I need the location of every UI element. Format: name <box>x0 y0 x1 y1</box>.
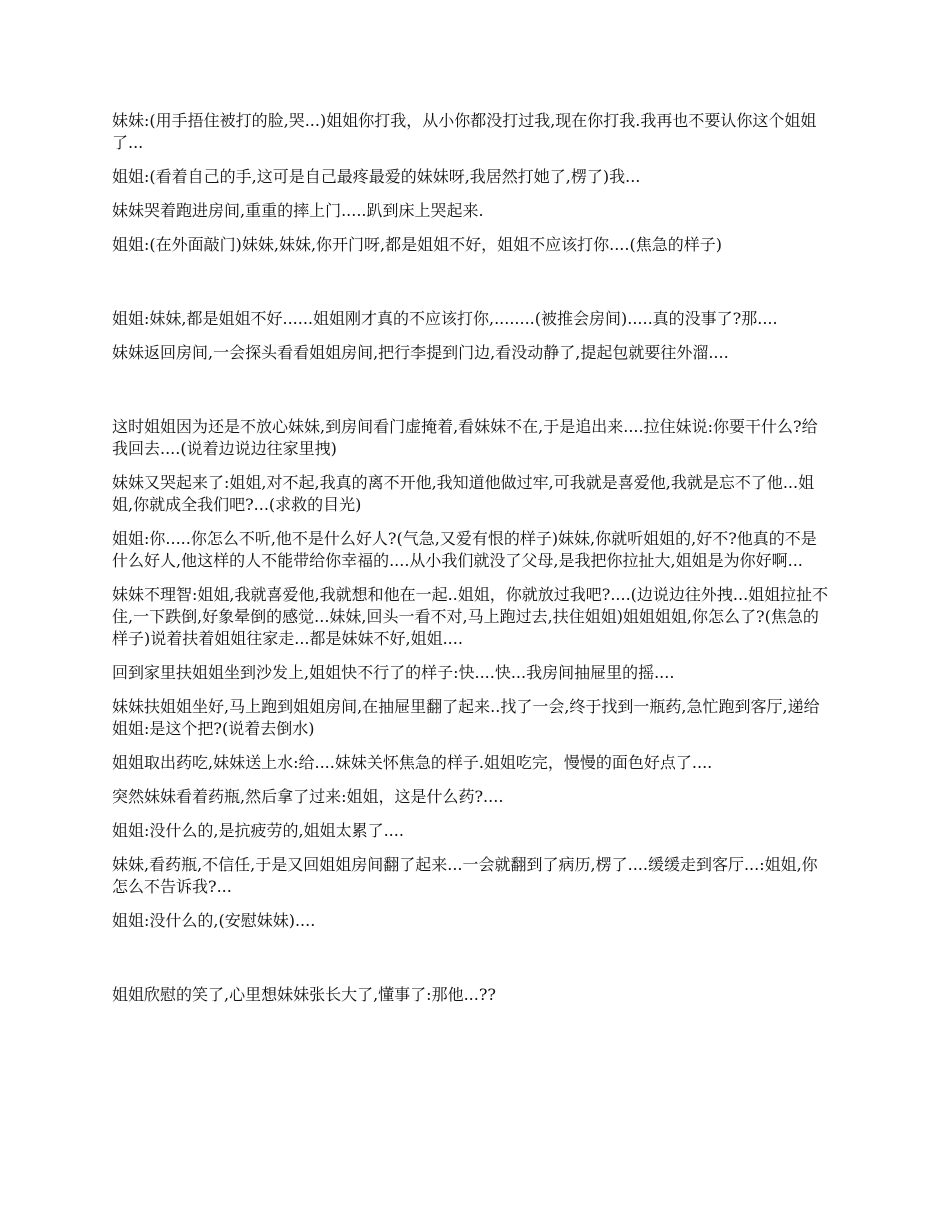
paragraph-7: 这时姐姐因为还是不放心妹妹,到房间看门虚掩着,看妹妹不在,于是追出来....拉住妹说:你要干什么?给我回去....(说着边说边往家里拽) <box>112 417 818 458</box>
paragraph-5: 姐姐:妹妹,都是姐姐不好......姐姐刚才真的不应该打你,........(被推会房间).....真的没事了?那.... <box>112 309 778 328</box>
paragraph-8: 妹妹又哭起来了:姐姐,对不起,我真的离不开他,我知道他做过牢,可我就是喜爱他,我就是忘不了他...姐姐,你就成全我们吧?...(求救的目光) <box>112 473 815 514</box>
paragraph-9: 姐姐:你.....你怎么不听,他不是什么好人?(气急,又爱有恨的样子)妹妹,你就听姐姐的,好不?他真的不是什么好人,他这样的人不能带给你幸福的....从小我们就没了父母,是我把你拉扯大,姐姐是为你好啊... <box>112 529 817 570</box>
paragraph-13: 姐姐取出药吃,妹妹送上水:给....妹妹关怀焦急的样子.姐姐吃完，慢慢的面色好点了.... <box>112 753 713 772</box>
paragraph-4: 姐姐:(在外面敲门)妹妹,妹妹,你开门呀,都是姐姐不好，姐姐不应该打你....(焦急的样子) <box>112 235 722 254</box>
paragraph-3: 妹妹哭着跑进房间,重重的摔上门.....趴到床上哭起来. <box>112 201 484 220</box>
paragraph-2: 姐姐:(看着自己的手,这可是自己最疼最爱的妹妹呀,我居然打她了,楞了)我... <box>112 167 641 186</box>
paragraph-6: 妹妹返回房间,一会探头看看姐姐房间,把行李提到门边,看没动静了,提起包就要往外溜.... <box>112 343 729 362</box>
paragraph-11: 回到家里扶姐姐坐到沙发上,姐姐快不行了的样子:快....快...我房间抽屉里的摇.... <box>112 663 675 682</box>
paragraph-1: 妹妹:(用手捂住被打的脸,哭...)姐姐你打我，从小你都没打过我,现在你打我.我再也不要认你这个姐姐了... <box>112 111 817 152</box>
paragraph-12: 妹妹扶姐姐坐好,马上跑到姐姐房间,在抽屉里翻了起来..找了一会,终于找到一瓶药,急忙跑到客厅,递给姐姐:是这个把?(说着去倒水) <box>112 697 820 738</box>
paragraph-gap <box>112 376 830 416</box>
paragraph-gap <box>112 944 830 984</box>
paragraph-14: 突然妹妹看着药瓶,然后拿了过来:姐姐，这是什么药?.... <box>112 787 504 806</box>
paragraph-10: 妹妹不理智:姐姐,我就喜爱他,我就想和他在一起..姐姐，你就放过我吧?....(边说边往外拽...姐姐拉扯不住,一下跌倒,好象晕倒的感觉...妹妹,回头一看不对,马上跑过去,扶住姐姐)姐姐姐姐,你怎么了?(焦急的样子)说着扶着姐姐往家走...都是妹妹不好,姐姐.... <box>112 585 829 648</box>
paragraph-17: 姐姐:没什么的,(安慰妹妹).... <box>112 911 316 930</box>
paragraph-18: 姐姐欣慰的笑了,心里想妹妹张长大了,懂事了:那他...?? <box>112 985 496 1004</box>
document-body <box>112 110 830 1018</box>
paragraph-gap <box>112 268 830 308</box>
paragraph-15: 姐姐:没什么的,是抗疲劳的,姐姐太累了.... <box>112 821 404 840</box>
paragraph-16: 妹妹,看药瓶,不信任,于是又回姐姐房间翻了起来...一会就翻到了病历,楞了....缓缓走到客厅...:姐姐,你怎么不告诉我?... <box>112 855 818 896</box>
